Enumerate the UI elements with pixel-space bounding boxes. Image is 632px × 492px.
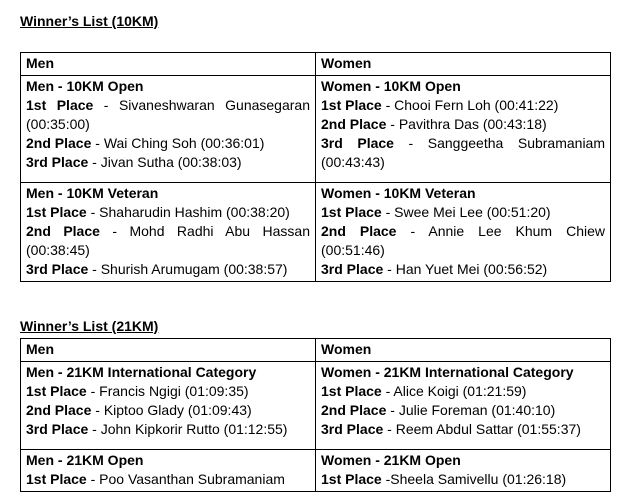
table-header-row <box>21 53 611 76</box>
column-header-men: Men <box>21 339 316 362</box>
category-title: Women - 10KM Veteran <box>321 185 476 201</box>
table-row <box>21 362 611 450</box>
winner-entry <box>321 401 605 420</box>
winner-text: - Wai Ching Soh (00:36:01) <box>91 135 265 151</box>
winner-text: - Poo Vasanthan Subramaniam <box>86 471 285 487</box>
winner-text: - Francis Ngigi (01:09:35) <box>86 383 249 399</box>
women-open-cell <box>316 76 611 183</box>
winner-text: - Kiptoo Glady (01:09:43) <box>91 402 252 418</box>
winner-text: - Annie Lee Khum Chiew (00:51:46) <box>321 223 605 258</box>
winner-entry <box>321 203 605 222</box>
winner-entry <box>321 420 605 439</box>
winner-text: - Alice Koigi (01:21:59) <box>381 383 527 399</box>
winner-entry <box>321 96 605 115</box>
section-title-21km: Winner’s List (21KM) <box>20 318 159 334</box>
winner-text: - John Kipkorir Rutto (01:12:55) <box>88 421 288 437</box>
women-21km-open-cell <box>316 450 611 492</box>
column-header-men: Men <box>21 53 316 76</box>
winner-entry <box>26 134 310 153</box>
winners-table-10km <box>20 52 611 282</box>
place-label: 3rd Place <box>321 421 384 437</box>
men-open-cell <box>21 76 316 183</box>
place-label: 3rd Place <box>26 421 89 437</box>
winner-entry <box>321 470 605 489</box>
place-label: 1st Place <box>321 471 382 487</box>
place-label: 1st Place <box>26 471 87 487</box>
winner-entry <box>26 470 310 489</box>
category-title: Women - 21KM International Category <box>321 364 574 380</box>
category-title: Women - 21KM Open <box>321 452 461 468</box>
section-title-10km: Winner’s List (10KM) <box>20 13 159 29</box>
place-label: 1st Place <box>321 97 382 113</box>
table-row <box>21 183 611 282</box>
winner-text: - Julie Foreman (01:40:10) <box>386 402 556 418</box>
winner-text: - Reem Abdul Sattar (01:55:37) <box>383 421 581 437</box>
winner-text: - Shurish Arumugam (00:38:57) <box>88 261 288 277</box>
winner-entry <box>26 203 310 222</box>
winner-entry <box>26 96 310 134</box>
table-header-row <box>21 339 611 362</box>
women-veteran-cell <box>316 183 611 282</box>
category-title: Men - 21KM Open <box>26 452 144 468</box>
winner-entry <box>26 420 310 439</box>
winner-entry <box>321 222 605 260</box>
women-international-cell <box>316 362 611 450</box>
place-label: 1st Place <box>26 97 94 113</box>
category-title: Women - 10KM Open <box>321 78 461 94</box>
column-header-women: Women <box>316 53 611 76</box>
winner-text: - Shaharudin Hashim (00:38:20) <box>86 204 290 220</box>
winner-text: - Mohd Radhi Abu Hassan (00:38:45) <box>26 223 310 258</box>
place-label: 2nd Place <box>321 223 397 239</box>
winner-text: - Han Yuet Mei (00:56:52) <box>383 261 548 277</box>
place-label: 1st Place <box>321 383 382 399</box>
place-label: 2nd Place <box>321 402 387 418</box>
place-label: 2nd Place <box>26 135 92 151</box>
category-title: Men - 21KM International Category <box>26 364 257 380</box>
winner-entry <box>321 382 605 401</box>
men-international-cell <box>21 362 316 450</box>
winner-text: - Pavithra Das (00:43:18) <box>386 116 547 132</box>
table-row <box>21 76 611 183</box>
winner-text: -Sheela Samivellu (01:26:18) <box>381 471 567 487</box>
place-label: 1st Place <box>321 204 382 220</box>
winner-entry <box>26 401 310 420</box>
winner-entry <box>321 134 605 172</box>
men-veteran-cell <box>21 183 316 282</box>
men-21km-open-cell <box>21 450 316 492</box>
place-label: 2nd Place <box>321 116 387 132</box>
place-label: 3rd Place <box>321 135 394 151</box>
place-label: 1st Place <box>26 383 87 399</box>
winner-entry <box>26 260 310 279</box>
column-header-women: Women <box>316 339 611 362</box>
place-label: 2nd Place <box>26 223 100 239</box>
place-label: 2nd Place <box>26 402 92 418</box>
winner-entry <box>26 153 310 172</box>
place-label: 1st Place <box>26 204 87 220</box>
winner-entry <box>321 115 605 134</box>
winner-entry <box>321 260 605 279</box>
winner-entry <box>26 382 310 401</box>
table-row <box>21 450 611 492</box>
place-label: 3rd Place <box>26 261 89 277</box>
place-label: 3rd Place <box>321 261 384 277</box>
winner-text: - Jivan Sutha (00:38:03) <box>88 154 242 170</box>
winners-table-21km <box>20 338 611 492</box>
winner-text: - Chooi Fern Loh (00:41:22) <box>381 97 559 113</box>
winner-entry <box>26 222 310 260</box>
winner-text: - Sivaneshwaran Gunasegaran (00:35:00) <box>26 97 310 132</box>
category-title: Men - 10KM Open <box>26 78 144 94</box>
winner-text: - Swee Mei Lee (00:51:20) <box>381 204 551 220</box>
category-title: Men - 10KM Veteran <box>26 185 159 201</box>
place-label: 3rd Place <box>26 154 89 170</box>
winner-text: - Sanggeetha Subramaniam (00:43:43) <box>321 135 606 170</box>
